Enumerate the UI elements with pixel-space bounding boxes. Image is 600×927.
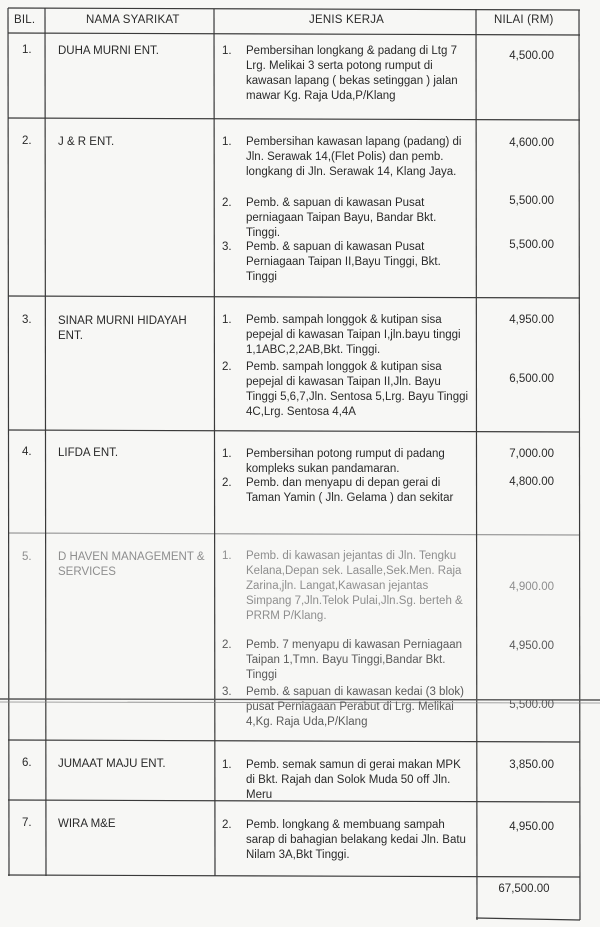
- work-item: [222, 360, 472, 420]
- value-cell: 7,000.00: [509, 448, 554, 460]
- total-value: 67,500.00: [498, 883, 550, 895]
- work-item-text: Pemb. & sapuan di kawasan kedai (3 blok) pusat Perniagaan Perabut di Lrg. Melikai 4,Kg. Raja Uda,P/Klang: [246, 686, 464, 728]
- header-nama-syarikat: NAMA SYARIKAT: [86, 14, 180, 26]
- work-item-index: 2.: [222, 477, 232, 489]
- company-name: WIRA M&E: [58, 818, 116, 830]
- work-list: [222, 135, 472, 286]
- work-item: [222, 685, 472, 730]
- company-name: JUMAAT MAJU ENT.: [58, 758, 166, 770]
- work-item-text: Pembersihan kawasan lapang (padang) di Jln. Serawak 14,(Flet Polis) dan pemb. longkang di Jln. Serawak 14, Klang Jaya.: [246, 136, 462, 178]
- value-cell: 4,950.00: [509, 821, 554, 833]
- company-name: DUHA MURNI ENT.: [58, 45, 159, 57]
- company-name: SINAR MURNI HIDAYAH ENT.: [58, 315, 187, 342]
- work-item: [222, 476, 472, 506]
- value-cell: 4,800.00: [509, 476, 554, 488]
- company-name: LIFDA ENT.: [58, 447, 119, 459]
- work-item-index: 2.: [222, 639, 232, 651]
- value-cell: 6,500.00: [509, 373, 554, 385]
- value-cell: 4,950.00: [509, 314, 554, 326]
- work-item-text: Pemb. 7 menyapu di kawasan Perniagaan Taipan 1,Tmn. Bayu Tinggi,Bandar Bkt. Tinggi: [246, 639, 463, 681]
- work-item-index: 1.: [222, 759, 232, 771]
- work-item-index: 1.: [222, 45, 232, 57]
- company-name: J & R ENT.: [58, 136, 115, 148]
- work-item: [222, 758, 472, 803]
- work-item-text: Pemb. & sapuan di kawasan Pusat perniagaan Taipan Bayu, Bandar Bkt. Tinggi.: [246, 197, 437, 239]
- row-number: 4.: [22, 446, 32, 458]
- work-item-text: Pembersihan potong rumput di padang kompleks sukan pandamaran.: [246, 448, 445, 475]
- work-item-index: 2.: [222, 197, 232, 209]
- work-item-index: 3.: [222, 686, 232, 698]
- value-cell: 5,500.00: [509, 239, 554, 251]
- work-list: [222, 44, 472, 105]
- work-item: [222, 240, 472, 285]
- work-item: [222, 44, 472, 104]
- work-item-text: Pemb. longkang & membuang sampah sarap di bahagian belakang kedai Jln. Batu Nilam 3A,Bkt Tinggi.: [246, 819, 466, 861]
- work-item-text: Pemb. sampah longgok & kutipan sisa pepejal di kawasan Taipan I,jln.bayu tinggi 1,1ABC,2,2AB,Bkt. Tinggi.: [246, 314, 461, 356]
- work-item-index: 1.: [222, 314, 232, 326]
- value-cell: 4,950.00: [509, 640, 554, 652]
- value-cell: 4,900.00: [509, 581, 554, 593]
- row-number: 7.: [22, 817, 32, 829]
- work-item: [222, 313, 472, 359]
- work-list: [222, 447, 472, 507]
- work-list: [222, 758, 472, 804]
- work-item: [222, 818, 472, 863]
- work-item: [222, 447, 472, 475]
- work-list: [222, 313, 472, 421]
- work-item: [222, 549, 472, 637]
- work-item-text: Pemb. sampah longgok & kutipan sisa pepejal di kawasan Taipan II,Jln. Bayu Tinggi 5,6,7,Jln. Sentosa 5,Lrg. Bayu Tinggi 4C,Lrg. Sentosa 4,4A: [246, 361, 469, 418]
- work-item: [222, 196, 472, 239]
- work-item-text: Pemb. & sapuan di kawasan Pusat Perniagaan Taipan II,Bayu Tinggi, Bkt. Tinggi: [246, 241, 441, 283]
- row-number: 1.: [22, 44, 32, 56]
- header-nilai: NILAI (RM): [494, 14, 554, 26]
- value-cell: 4,500.00: [509, 50, 554, 62]
- work-item-index: 1.: [222, 136, 232, 148]
- value-cell: 5,500.00: [509, 699, 554, 711]
- work-list: [222, 549, 472, 731]
- work-item-text: Pemb. semak samun di gerai makan MPK di Bkt. Rajah dan Solok Muda 50 off Jln. Meru: [246, 759, 461, 801]
- value-cell: 5,500.00: [509, 195, 554, 207]
- work-item-text: Pemb. di kawasan jejantas di Jln. Tengku Kelana,Depan sek. Lasalle,Sek.Men. Raja Zarina,jln. Langat,Kawasan jejantas Simpang 7,Jln.Telok Pulai,Jln.Sg. berteh & PRRM P/Klang.: [246, 550, 463, 622]
- header-jenis-kerja: JENIS KERJA: [309, 14, 385, 26]
- work-item-index: 2.: [222, 361, 232, 373]
- work-item-text: Pembersihan longkang & padang di Ltg 7 Lrg. Melikai 3 serta potong rumput di kawasan lapang ( bekas setinggan ) jalan mawar Kg. Raja Uda,P/Klang: [246, 45, 458, 102]
- value-cell: 3,850.00: [509, 759, 554, 771]
- work-item-text: Pemb. dan menyapu di depan gerai di Taman Yamin ( Jln. Gelama ) dan sekitar: [246, 477, 454, 504]
- header-bil: BIL.: [14, 14, 36, 26]
- work-item-index: 3.: [222, 241, 232, 253]
- value-cell: 4,600.00: [509, 137, 554, 149]
- work-item-index: 1.: [222, 448, 232, 460]
- row-number: 5.: [22, 551, 32, 563]
- work-item-index: 1.: [222, 550, 232, 562]
- work-item: [222, 135, 472, 195]
- company-name: D HAVEN MANAGEMENT & SERVICES: [58, 551, 205, 578]
- work-item: [222, 638, 472, 684]
- row-number: 2.: [22, 135, 32, 147]
- row-number: 6.: [22, 757, 32, 769]
- work-list: [222, 818, 472, 864]
- row-number: 3.: [22, 314, 32, 326]
- work-item-index: 2.: [222, 819, 232, 831]
